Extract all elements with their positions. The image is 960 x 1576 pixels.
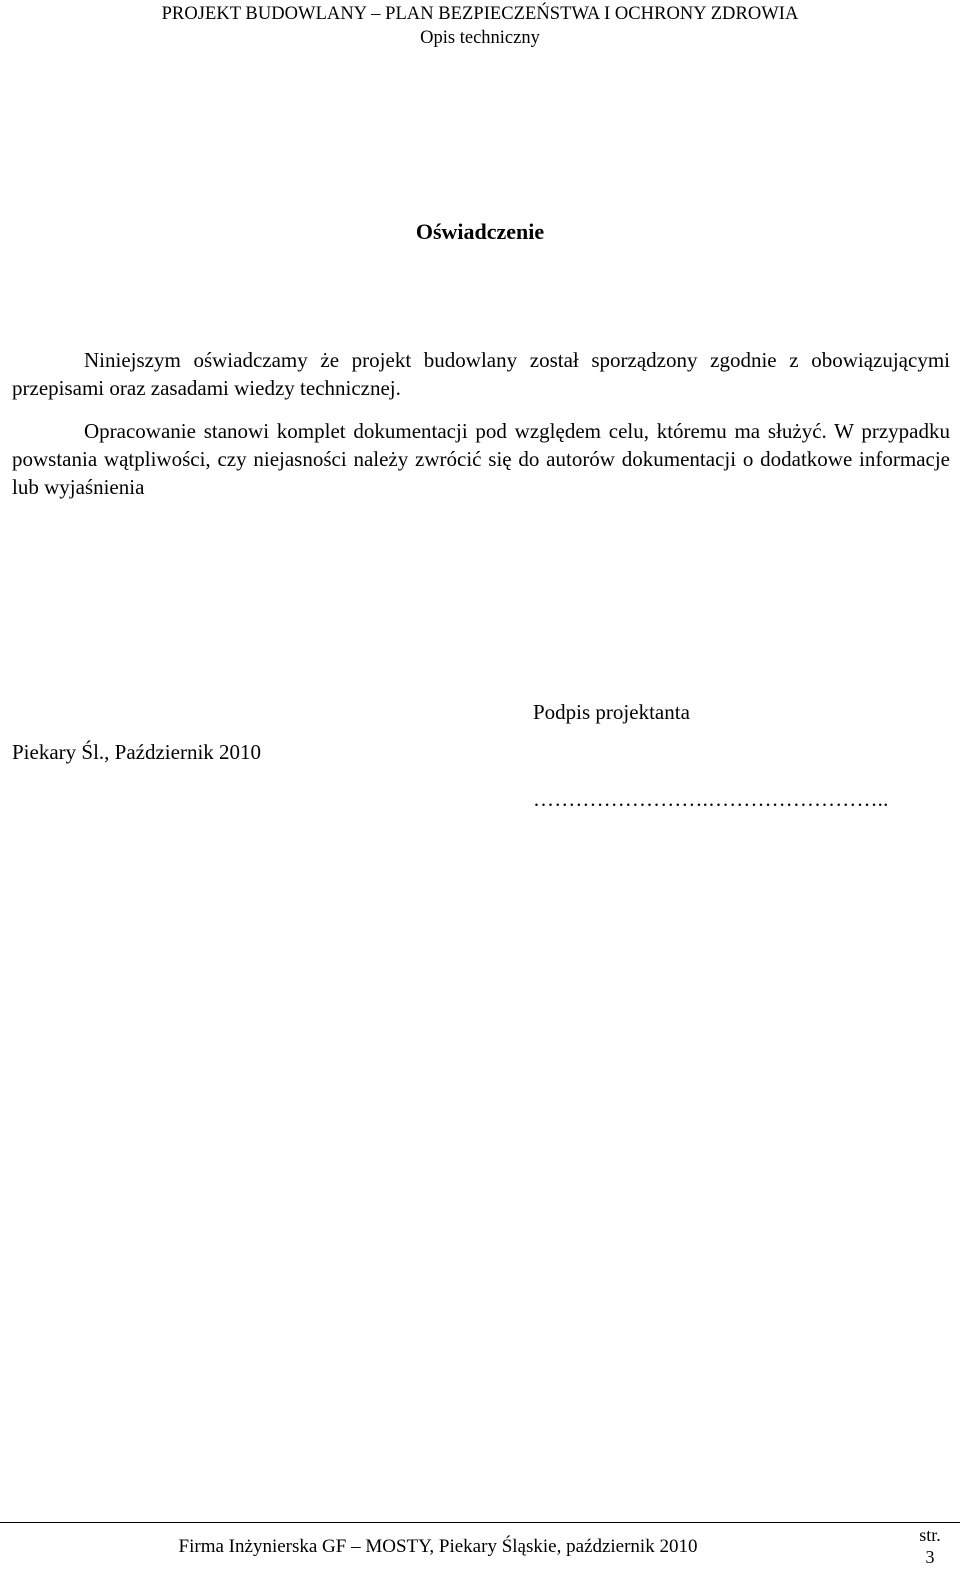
header-subtitle: Opis techniczny [420,28,540,48]
place-date: Piekary Śl., Październik 2010 [12,740,262,764]
paragraph-declaration [12,346,950,402]
signature-line: …………………….…………………….. [533,787,889,811]
page-number-value: 3 [925,1547,935,1567]
paragraph-scope [12,417,950,501]
header-project-title: PROJEKT BUDOWLANY – PLAN BEZPIECZEŃSTWA I OCHRONY ZDROWIA [161,4,799,24]
footer-divider [0,1522,960,1523]
paragraph-text: Niniejszym oświadczamy że projekt budowlany został sporządzony zgodnie z obowiązującymi przepisami oraz zasadami wiedzy technicznej. [12,348,950,400]
document-title: Oświadczenie [415,219,545,244]
signature-label: Podpis projektanta [533,700,690,724]
page-number [900,1524,960,1568]
page-number-label: str. [919,1525,941,1545]
paragraph-text: Opracowanie stanowi komplet dokumentacji pod względem celu, któremu ma służyć. W przypadku powstania wątpliwości, czy niejasności należy zwrócić się do autorów dokumentacji o dodatkowe informacje lub wyjaśnienia [12,419,950,499]
footer-company: Firma Inżynierska GF – MOSTY, Piekary Śląskie, październik 2010 [178,1536,698,1557]
page-header [0,2,960,50]
